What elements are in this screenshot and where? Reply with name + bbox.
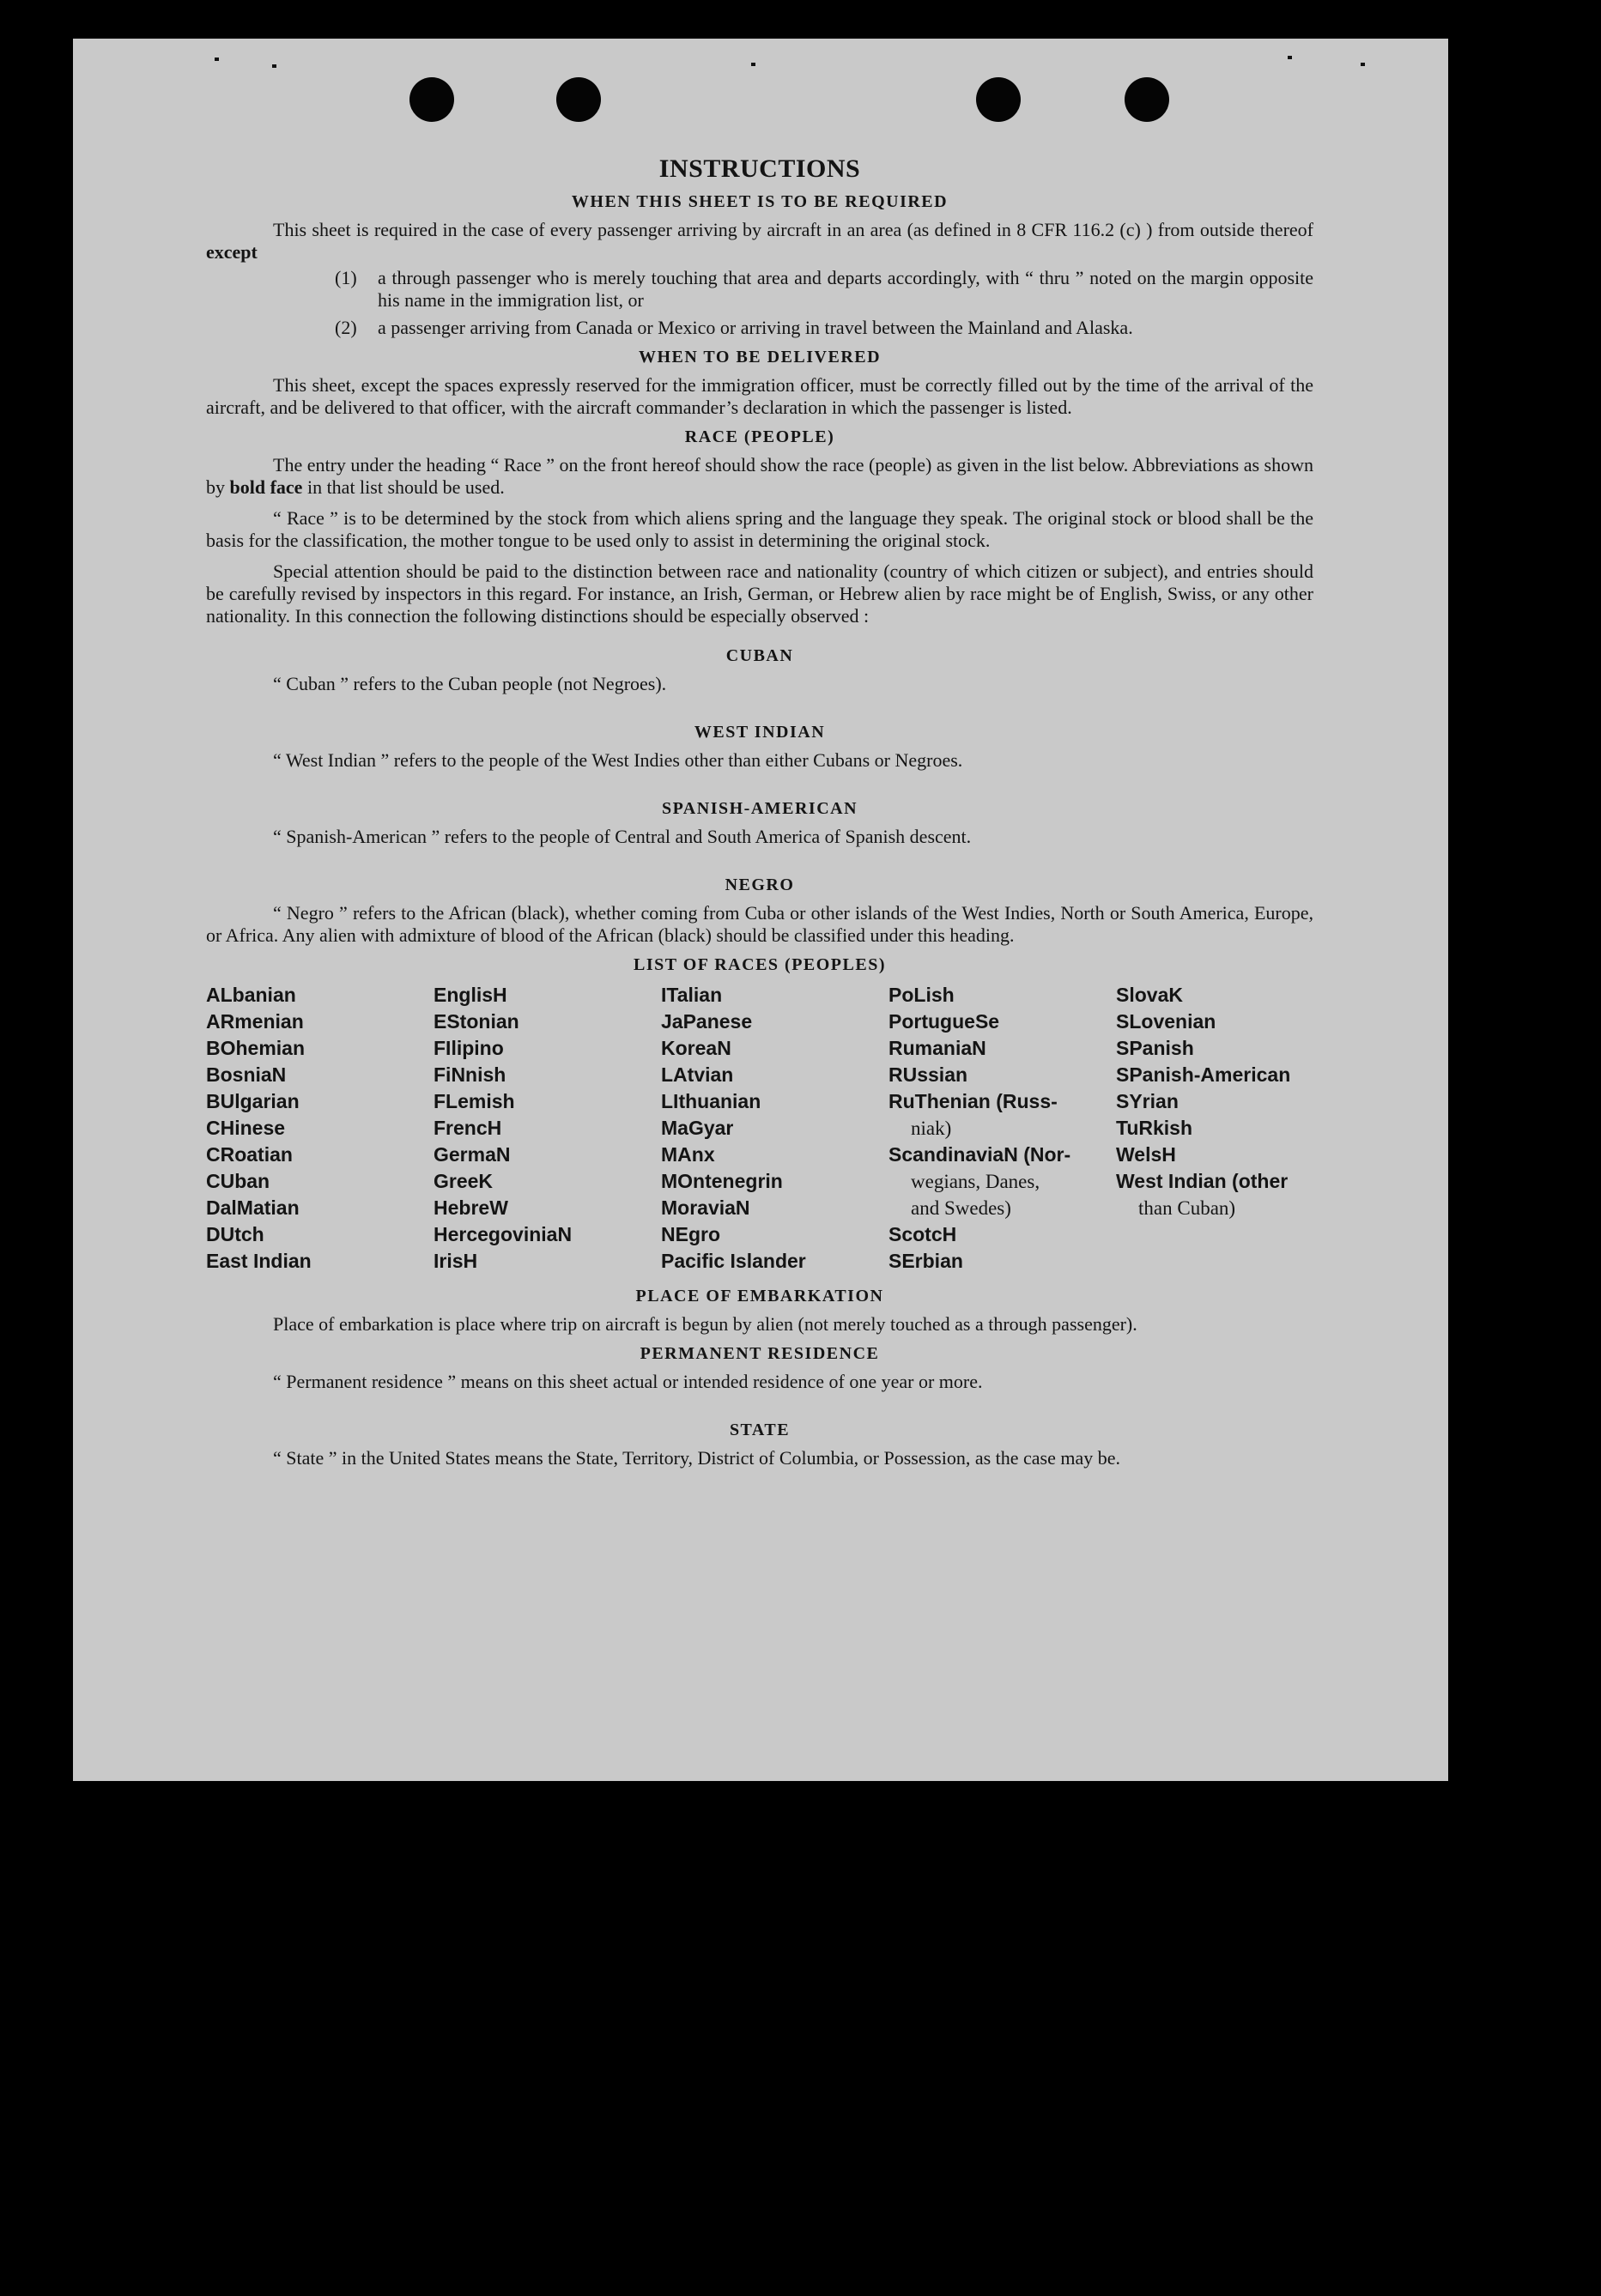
section-heading-when-delivered: WHEN TO BE DELIVERED [638,348,882,367]
race-entry-continuation: wegians, Danes, [911,1171,1040,1192]
race-entry: TuRkish [1116,1117,1193,1139]
section-heading-permanent-residence: PERMANENT RESIDENCE [640,1344,880,1363]
list-item: (2) a passenger arriving from Canada or Mexico or arriving in travel between the Mainland and Alaska. [335,317,1133,338]
negro-paragraph: “ Negro ” refers to the African (black), whether coming from Cuba or other islands of the West Indies, North or South America, Europe, or Africa. Any alien with admixture of blood of the African (black) should be classified under this heading. [206,902,1313,946]
race-entry: CHinese [206,1117,286,1139]
race-entry: West Indian (other [1116,1170,1289,1192]
when-delivered-paragraph: This sheet, except the spaces expressly reserved for the immigration officer, must be correctly filled out by the time of the arrival of the aircraft, and be delivered to that officer, with the aircraft commander’s declaration in which the passenger is listed. [206,374,1313,418]
race-entry: KoreaN [661,1037,731,1059]
race-entry: DUtch [206,1223,264,1245]
races-column [434,982,661,1275]
residence-paragraph: “ Permanent residence ” means on this sheet actual or intended residence of one year or more. [273,1371,983,1392]
race-entry: FrencH [434,1117,502,1139]
race-entry: IrisH [434,1250,478,1272]
punch-hole [556,77,601,122]
race-entry: SYrian [1116,1090,1179,1112]
list-item: (1) a through passenger who is merely touching that area and departs accordingly, with “ thru ” noted on the margin opposite his name in the immigration list, or [335,267,1313,311]
speck [272,64,276,68]
race-entry: GermaN [434,1143,511,1166]
race-entry: HebreW [434,1196,508,1219]
race-entry: PortugueSe [888,1010,1000,1033]
race-paragraph: “ Race ” is to be determined by the stock from which aliens spring and the language they speak. The original stock or blood shall be the basis for the classification, the mother tongue to be used only to assist in determining the original stock. [206,507,1313,551]
race-entry: GreeK [434,1170,494,1192]
race-entry: LIthuanian [661,1090,761,1112]
race-entry: CRoatian [206,1143,293,1166]
race-entry: FIlipino [434,1037,504,1059]
cuban-paragraph: “ Cuban ” refers to the Cuban people (not Negroes). [273,673,667,694]
race-entry: BUlgarian [206,1090,300,1112]
race-entry: LAtvian [661,1063,734,1086]
race-entry: SPanish-American [1116,1063,1291,1086]
race-entry: JaPanese [661,1010,753,1033]
race-entry: ScandinaviaN (Nor- [888,1143,1071,1166]
race-entry: SPanish [1116,1037,1194,1059]
race-entry: DalMatian [206,1196,300,1219]
race-entry: SErbian [888,1250,963,1272]
race-entry: Pacific Islander [661,1250,806,1272]
section-heading-embarkation: PLACE OF EMBARKATION [635,1287,884,1306]
race-entry: MoraviaN [661,1196,750,1219]
speck [215,58,219,61]
section-heading-negro: NEGRO [725,875,795,894]
race-entry: WelsH [1116,1143,1176,1166]
race-entry: MAnx [661,1143,715,1166]
race-paragraph: Special attention should be paid to the distinction between race and nationality (country of which citizen or subject), and entries should be carefully revised by inspectors in this regard. For instance, an Irish, German, or Hebrew alien by race might be of English, Swiss, or any other nationality. In this connection the following distinctions should be especially observed : [206,560,1313,627]
race-entry: RuThenian (Russ- [888,1090,1058,1112]
when-required-paragraph: This sheet is required in the case of every passenger arriving by aircraft in an area (as defined in 8 CFR 116.2 (c) ) from outside thereof except [206,219,1313,263]
spanish-american-paragraph: “ Spanish-American ” refers to the people of Central and South America of Spanish descent. [273,826,972,847]
race-entry-continuation: than Cuban) [1138,1197,1236,1219]
section-heading-state: STATE [729,1421,791,1439]
embarkation-paragraph: Place of embarkation is place where trip on aircraft is begun by alien (not merely touched as a through passenger). [273,1313,1137,1335]
race-entry: RumaniaN [888,1037,986,1059]
race-entry: MOntenegrin [661,1170,783,1192]
race-entry: MaGyar [661,1117,734,1139]
page-title: INSTRUCTIONS [658,154,861,183]
west-indian-paragraph: “ West Indian ” refers to the people of the West Indies other than either Cubans or Negroes. [273,749,963,771]
race-entry: SlovaK [1116,984,1183,1006]
section-heading-west-indian: WEST INDIAN [694,723,826,742]
speck [1288,56,1292,59]
race-entry: BOhemian [206,1037,306,1059]
race-entry: CUban [206,1170,270,1192]
punch-hole [976,77,1021,122]
punch-hole [409,77,454,122]
race-entry: ITalian [661,984,723,1006]
section-heading-races-list: LIST OF RACES (PEOPLES) [633,955,886,974]
race-entry: FLemish [434,1090,515,1112]
race-entry: FiNnish [434,1063,506,1086]
race-entry: SLovenian [1116,1010,1216,1033]
races-column [888,982,1116,1275]
section-heading-when-required: WHEN THIS SHEET IS TO BE REQUIRED [571,192,949,211]
race-entry: NEgro [661,1223,720,1245]
section-heading-race: RACE (PEOPLE) [684,427,835,446]
state-paragraph: “ State ” in the United States means the State, Territory, District of Columbia, or Possession, as the case may be. [273,1447,1121,1469]
punch-hole [1125,77,1169,122]
document-sheet [73,39,1448,1781]
races-column [661,982,888,1275]
race-entry: ARmenian [206,1010,304,1033]
race-entry: ScotcH [888,1223,957,1245]
race-entry: PoLish [888,984,955,1006]
section-heading-spanish-american: SPANISH-AMERICAN [661,799,858,818]
speck [751,63,755,66]
section-heading-cuban: CUBAN [725,646,794,665]
races-column [1116,982,1343,1275]
race-entry: ALbanian [206,984,296,1006]
races-column [206,982,434,1275]
race-entry: EnglisH [434,984,507,1006]
race-entry-continuation: niak) [911,1118,952,1139]
race-paragraph: The entry under the heading “ Race ” on the front hereof should show the race (people) as given in the list below. Abbreviations as shown by bold face in that list should be used. [206,454,1313,498]
race-entry: BosniaN [206,1063,287,1086]
race-entry: East Indian [206,1250,312,1272]
races-list [206,982,1313,1275]
speck [1361,63,1365,66]
race-entry: EStonian [434,1010,519,1033]
race-entry-continuation: and Swedes) [911,1197,1011,1219]
instructions-content [206,154,1313,1469]
race-entry: HercegoviniaN [434,1223,573,1245]
race-entry: RUssian [888,1063,968,1086]
